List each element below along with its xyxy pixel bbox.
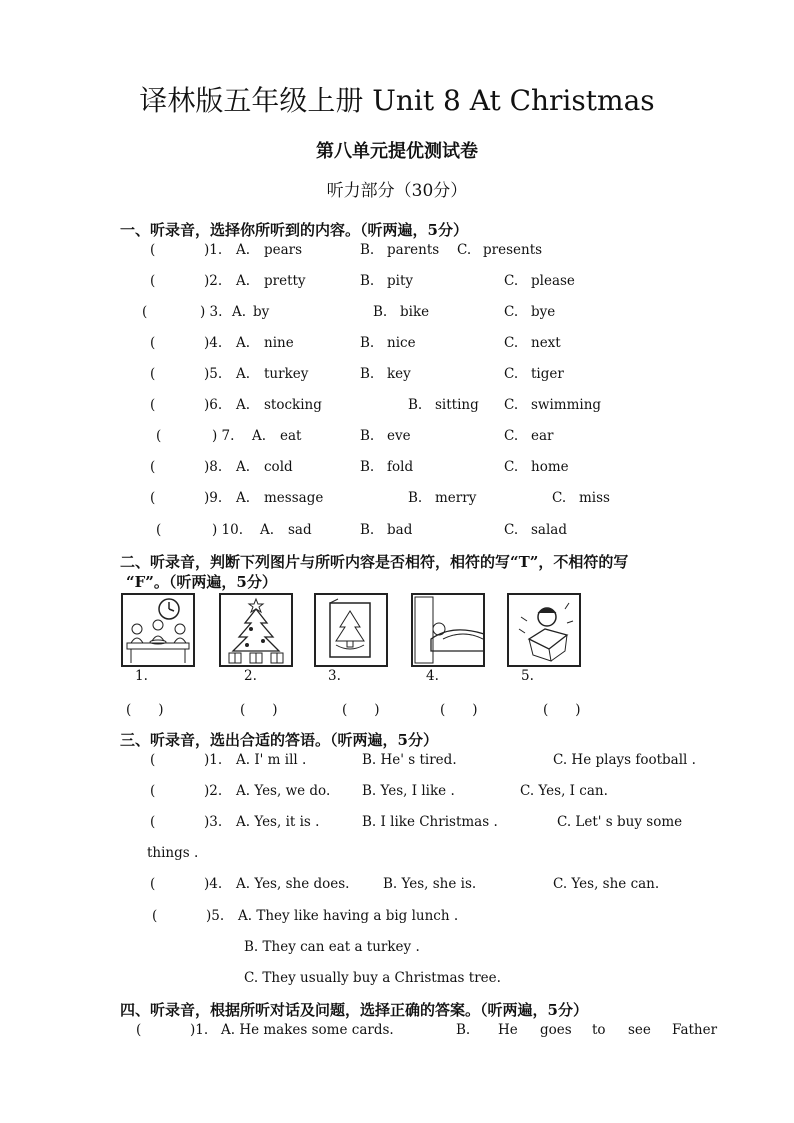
s1-q3-option-b: bike	[400, 304, 430, 320]
section4-heading: 四、听录音，根据所听对话及问题，选择正确的答案。（听两遍，5分）	[120, 1001, 588, 1019]
s4-q1-option-a: A. He makes some cards.	[221, 1022, 394, 1038]
section3-heading: 三、听录音，选出合适的答语。（听两遍，5分）	[120, 731, 438, 749]
s1-q6-option-b-label: B.	[408, 397, 423, 413]
answer-blank-5[interactable]: ( )	[543, 702, 581, 718]
s3-q3-option-c-continued: things .	[147, 845, 199, 861]
s3-q1-option-c: C. He plays football .	[553, 752, 696, 768]
s1-q2-option-c: please	[531, 273, 575, 289]
s1-q4-option-b: nice	[387, 335, 416, 351]
s1-q8-option-b: fold	[387, 459, 414, 475]
section2-heading-line1: 二、听录音，判断下列图片与所听内容是否相符，相符的写“T”，不相符的写	[120, 553, 629, 571]
s1-q2-option-a-label: A.	[236, 273, 251, 289]
s1-q3-paren[interactable]: (	[142, 304, 148, 320]
s1-q5-option-c-label: C.	[504, 366, 519, 382]
s1-q3-option-a-label: A.	[232, 304, 247, 320]
s1-q9-number: )9.	[204, 490, 223, 506]
s1-q4-option-b-label: B.	[360, 335, 375, 351]
s4-q1-option-b-word: goes	[540, 1022, 572, 1038]
s1-q8-option-a: cold	[264, 459, 293, 475]
answer-blank-1[interactable]: ( )	[126, 702, 164, 718]
s1-q7-option-a: eat	[280, 428, 302, 444]
s1-q4-option-a: nine	[264, 335, 294, 351]
s1-q2-option-b-label: B.	[360, 273, 375, 289]
family-dinner-picture	[121, 593, 195, 667]
s1-q2-option-a: pretty	[264, 273, 306, 289]
s3-q3-option-c: C. Let' s buy some	[557, 814, 683, 830]
s3-q4-number: )4.	[204, 876, 223, 892]
s1-q8-option-c: home	[531, 459, 569, 475]
s1-q3-option-b-label: B.	[373, 304, 388, 320]
s1-q1-option-b-label: B.	[360, 242, 375, 258]
s1-q8-number: )8.	[204, 459, 223, 475]
s1-q10-option-c: salad	[531, 522, 567, 538]
s4-q1-paren[interactable]: (	[136, 1022, 142, 1038]
s1-q5-number: )5.	[204, 366, 223, 382]
s1-q10-option-a-label: A.	[260, 522, 275, 538]
s3-q5-paren[interactable]: (	[152, 908, 158, 924]
s3-q2-number: )2.	[204, 783, 223, 799]
s3-q3-option-a: A. Yes, it is .	[236, 814, 320, 830]
s4-q1-option-b-label: B.	[456, 1022, 471, 1038]
s1-q2-option-b: pity	[387, 273, 414, 289]
s1-q9-option-b: merry	[435, 490, 477, 506]
s1-q1-option-b: parents	[387, 242, 440, 258]
s1-q10-option-a: sad	[288, 522, 312, 538]
s3-q4-option-b: B. Yes, she is.	[383, 876, 477, 892]
s1-q4-number: )4.	[204, 335, 223, 351]
s3-q1-number: )1.	[204, 752, 223, 768]
s3-q1-option-b: B. He' s tired.	[362, 752, 457, 768]
s1-q1-option-a-label: A.	[236, 242, 251, 258]
s4-q1-option-b-word: He	[498, 1022, 518, 1038]
s1-q7-option-b: eve	[387, 428, 411, 444]
s1-q9-option-a-label: A.	[236, 490, 251, 506]
s1-q3-option-c-label: C.	[504, 304, 519, 320]
s1-q9-paren[interactable]: (	[150, 490, 156, 506]
s1-q6-option-a: stocking	[264, 397, 322, 413]
page-subtitle: 第八单元提优测试卷	[316, 141, 478, 162]
christmas-card-picture	[314, 593, 388, 667]
sick-in-bed-picture	[411, 593, 485, 667]
s3-q3-number: )3.	[204, 814, 223, 830]
s3-q1-paren[interactable]: (	[150, 752, 156, 768]
s1-q7-option-b-label: B.	[360, 428, 375, 444]
s4-q1-option-b-word: to	[592, 1022, 606, 1038]
s1-q6-option-b: sitting	[435, 397, 479, 413]
s3-q2-option-c: C. Yes, I can.	[520, 783, 608, 799]
s3-q5-option-b: B. They can eat a turkey .	[244, 939, 420, 955]
s3-q3-option-b: B. I like Christmas .	[362, 814, 498, 830]
s3-q2-paren[interactable]: (	[150, 783, 156, 799]
s1-q4-option-c-label: C.	[504, 335, 519, 351]
s1-q2-paren[interactable]: (	[150, 273, 156, 289]
listening-part-heading: 听力部分（30分）	[326, 181, 468, 201]
s1-q6-option-a-label: A.	[236, 397, 251, 413]
s1-q10-option-c-label: C.	[504, 522, 519, 538]
s1-q8-option-b-label: B.	[360, 459, 375, 475]
s1-q7-paren[interactable]: (	[156, 428, 162, 444]
section2-heading-line2: “F”。（听两遍，5分）	[126, 573, 277, 591]
s3-q1-option-a: A. I' m ill .	[236, 752, 307, 768]
christmas-tree-picture	[219, 593, 293, 667]
s3-q4-paren[interactable]: (	[150, 876, 156, 892]
s1-q10-number: ) 10.	[212, 522, 244, 538]
s1-q6-option-c-label: C.	[504, 397, 519, 413]
s1-q1-option-c-label: C.	[457, 242, 472, 258]
s3-q5-number: )5.	[206, 908, 225, 924]
s4-q1-number: )1.	[190, 1022, 209, 1038]
s1-q4-option-c: next	[531, 335, 561, 351]
s4-q1-option-b-word: see	[628, 1022, 651, 1038]
picture-number-4: 4.	[426, 668, 439, 684]
s1-q6-number: )6.	[204, 397, 223, 413]
s1-q7-option-a-label: A.	[252, 428, 267, 444]
picture-number-2: 2.	[244, 668, 257, 684]
s1-q10-option-b: bad	[387, 522, 413, 538]
s1-q3-option-c: bye	[531, 304, 556, 320]
s1-q2-option-c-label: C.	[504, 273, 519, 289]
section1-heading: 一、听录音，选择你所听到的内容。（听两遍，5分）	[120, 221, 468, 239]
s1-q8-option-c-label: C.	[504, 459, 519, 475]
boy-in-gift-box-picture	[507, 593, 581, 667]
s1-q7-option-c: ear	[531, 428, 554, 444]
page-title: 译林版五年级上册 Unit 8 At Christmas	[139, 84, 655, 117]
picture-number-1: 1.	[135, 668, 148, 684]
s1-q1-option-a: pears	[264, 242, 303, 258]
s1-q8-option-a-label: A.	[236, 459, 251, 475]
s1-q1-option-c: presents	[483, 242, 543, 258]
s1-q7-number: ) 7.	[212, 428, 235, 444]
s1-q9-option-c: miss	[579, 490, 610, 506]
s1-q2-number: )2.	[204, 273, 223, 289]
s1-q6-paren[interactable]: (	[150, 397, 156, 413]
s3-q5-option-a: A. They like having a big lunch .	[238, 908, 459, 924]
s1-q4-option-a-label: A.	[236, 335, 251, 351]
picture-number-3: 3.	[328, 668, 341, 684]
s1-q9-option-a: message	[264, 490, 324, 506]
s1-q7-option-c-label: C.	[504, 428, 519, 444]
s4-q1-option-b-word: Father	[672, 1022, 718, 1038]
s1-q6-option-c: swimming	[531, 397, 602, 413]
s3-q4-option-c: C. Yes, she can.	[553, 876, 660, 892]
answer-blank-2[interactable]: ( )	[240, 702, 278, 718]
s1-q3-number: ) 3.	[200, 304, 223, 320]
s1-q3-option-a: by	[253, 304, 270, 320]
answer-blank-4[interactable]: ( )	[440, 702, 478, 718]
s1-q5-paren[interactable]: (	[150, 366, 156, 382]
s3-q2-option-a: A. Yes, we do.	[236, 783, 331, 799]
s3-q5-option-c: C. They usually buy a Christmas tree.	[244, 970, 501, 986]
s1-q1-paren[interactable]: (	[150, 242, 156, 258]
s3-q4-option-a: A. Yes, she does.	[236, 876, 350, 892]
s1-q9-option-b-label: B.	[408, 490, 423, 506]
s1-q5-option-a-label: A.	[236, 366, 251, 382]
s1-q10-option-b-label: B.	[360, 522, 375, 538]
s3-q3-paren[interactable]: (	[150, 814, 156, 830]
s1-q1-number: )1.	[204, 242, 223, 258]
s1-q9-option-c-label: C.	[552, 490, 567, 506]
s1-q5-option-b: key	[387, 366, 411, 382]
s1-q8-paren[interactable]: (	[150, 459, 156, 475]
s1-q4-paren[interactable]: (	[150, 335, 156, 351]
s1-q5-option-b-label: B.	[360, 366, 375, 382]
answer-blank-3[interactable]: ( )	[342, 702, 380, 718]
s3-q2-option-b: B. Yes, I like .	[362, 783, 455, 799]
picture-number-5: 5.	[521, 668, 534, 684]
s1-q10-paren[interactable]: (	[156, 522, 162, 538]
s1-q5-option-c: tiger	[531, 366, 564, 382]
s1-q5-option-a: turkey	[264, 366, 309, 382]
